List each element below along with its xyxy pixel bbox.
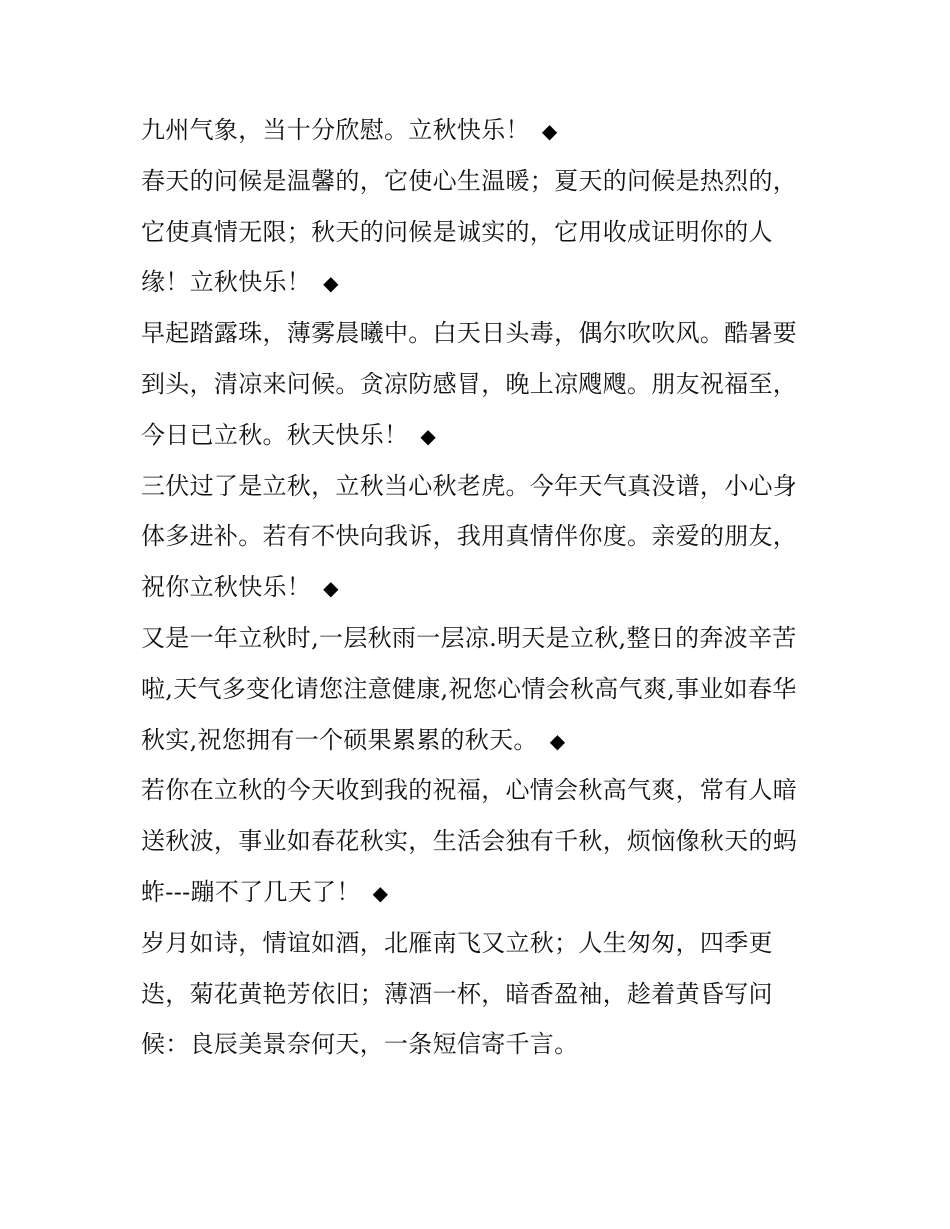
diamond-bullet-icon: ◆	[541, 119, 558, 143]
diamond-bullet-icon: ◆	[549, 728, 566, 753]
text-line: 体多进补。若有不快向我诉，我用真情伴你度。亲爱的朋友，	[141, 522, 798, 551]
text-line: 祝你立秋快乐！ ◆	[141, 562, 821, 613]
text-line: 早起踏露珠，薄雾晨曦中。白天日头毒，偶尔吹吹风。酷暑要	[141, 319, 798, 348]
text-line: 缘！立秋快乐！ ◆	[141, 257, 821, 308]
diamond-bullet-icon: ◆	[323, 576, 339, 601]
diamond-bullet-icon: ◆	[372, 880, 389, 905]
text-line: 到头，清凉来问候。贪凉防感冒，晚上凉飕飕。朋友祝福至，	[141, 369, 798, 398]
diamond-bullet-icon: ◆	[323, 271, 339, 296]
text-line: 又是一年立秋时,一层秋雨一层凉.明天是立秋,整日的奔波辛苦	[141, 623, 797, 652]
text-line: 今日已立秋。秋天快乐！ ◆	[141, 410, 821, 461]
text-line: 春天的问候是温馨的，它使心生温暖；夏天的问候是热烈的，	[141, 166, 798, 195]
text-line: 啦,天气多变化请您注意健康,祝您心情会秋高气爽,事业如春华	[141, 674, 797, 703]
diamond-bullet-icon: ◆	[420, 423, 436, 448]
text-line: 迭，菊花黄艳芳依旧；薄酒一杯，暗香盈袖，趁着黄昏写问	[141, 979, 773, 1008]
text-line: 候：良辰美景奈何天，一条短信寄千言。	[141, 1030, 579, 1059]
text-line: 蚱---蹦不了几天了！ ◆	[141, 867, 821, 918]
text-line: 若你在立秋的今天收到我的祝福，心情会秋高气爽，常有人暗	[141, 776, 798, 805]
text-line: 岁月如诗，情谊如酒，北雁南飞又立秋；人生匆匆，四季更	[141, 928, 773, 957]
text-line: 九州气象，当十分欣慰。立秋快乐！ ◆	[141, 105, 821, 156]
text-line: 送秋波，事业如春花秋实，生活会独有千秋，烦恼像秋天的蚂	[141, 827, 798, 856]
text-line: 三伏过了是立秋，立秋当心秋老虎。今年天气真没谱，小心身	[141, 471, 798, 500]
text-line: 秋实,祝您拥有一个硕果累累的秋天。 ◆	[141, 715, 821, 766]
text-line: 它使真情无限；秋天的问候是诚实的，它用收成证明你的人	[141, 217, 773, 246]
document-body	[141, 105, 821, 1070]
